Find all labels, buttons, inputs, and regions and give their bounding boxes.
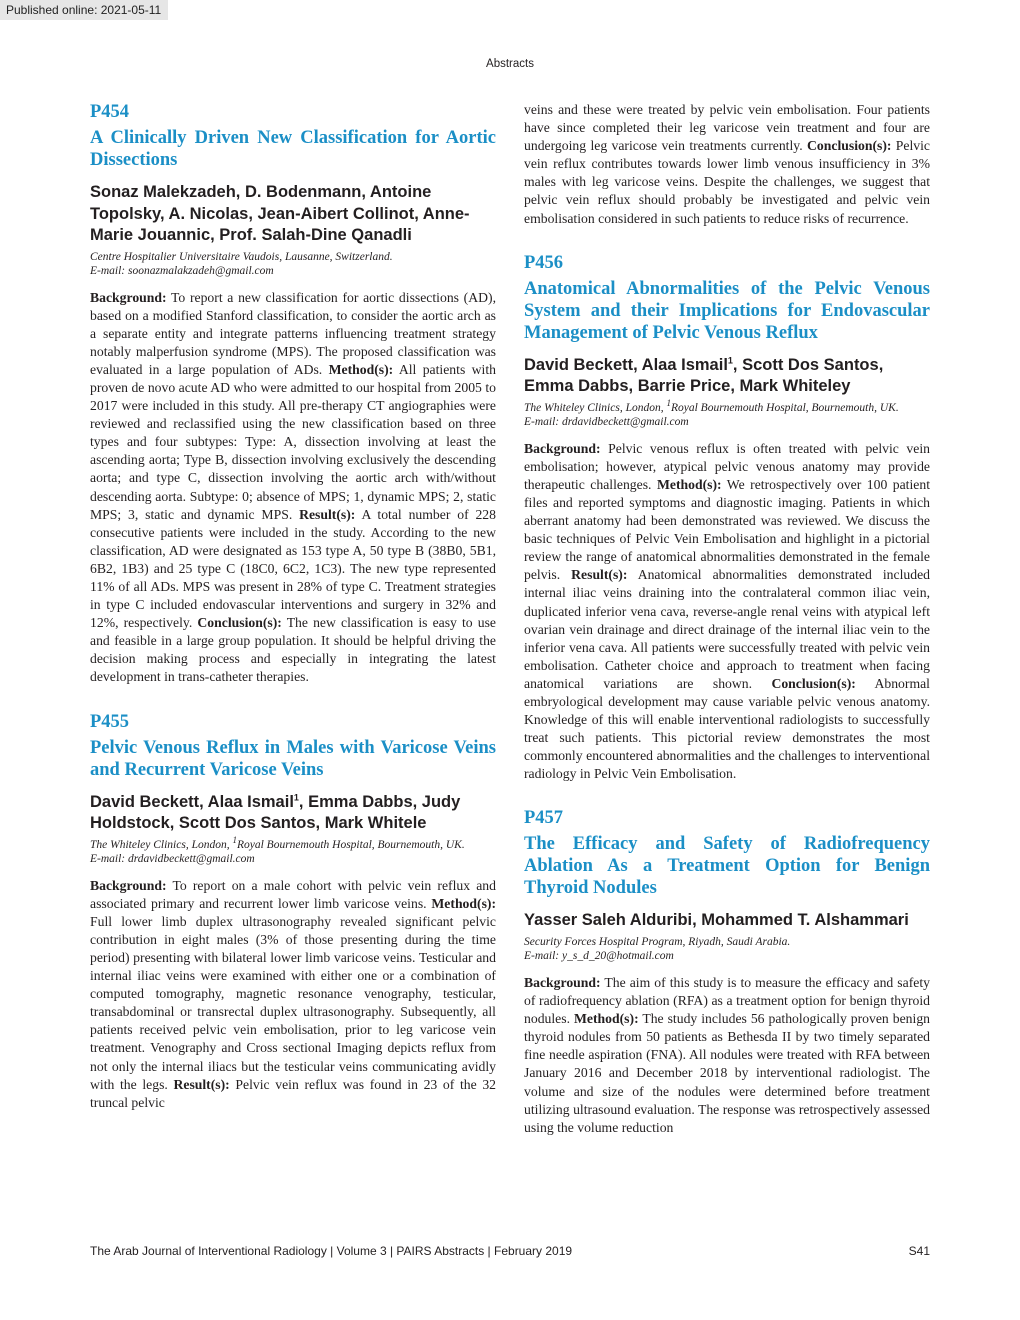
background-label: Background: xyxy=(524,974,601,990)
published-date-banner: Published online: 2021-05-11 xyxy=(0,0,168,20)
author-list: Sonaz Malekzadeh, D. Bodenmann, Antoine Topolsky, A. Nicolas, Jean-Aibert Collinot, Anne-Marie Jouannic, Prof. Salah-Dine Qanadli xyxy=(90,183,470,244)
abstract-title: A Clinically Driven New Classification for Aortic Dissections xyxy=(90,128,496,170)
results-label: Result(s): xyxy=(571,567,628,583)
abstract-p457 xyxy=(524,807,930,1136)
conclusion-text: Abnormal embryological development may cause variable pelvic venous anatomy. Knowledge of this will enable interventional radiologists to successfully treat such patients. This pictorial review demonstrates the most commonly encountered abnormalities and the challenges to interventional radiology in Pelvic Vein Embolisation. xyxy=(524,675,930,782)
abstract-id: P456 xyxy=(524,252,564,273)
running-head: Abstracts xyxy=(486,58,534,70)
background-text: To report a new classification for aortic dissections (AD), based on a modified Stanford classification, to consider the aortic arch as a separate entity and integrate patterns influencing treatment strategy notably malperfusion syndrome (MPS). The proposed classification was evaluated in a large population of ADs. xyxy=(90,289,496,377)
abstract-title: Anatomical Abnormalities of the Pelvic Venous System and their Implications for Endovascular Management of Pelvic Venous Reflux xyxy=(524,278,930,343)
continued-text: veins and these were treated by pelvic vein embolisation. Four patients have since completed their leg varicose vein treatment and four are undergoing leg varicose vein treatments currently. xyxy=(524,102,930,154)
background-label: Background: xyxy=(524,440,601,456)
abstract-id: P455 xyxy=(90,711,130,732)
author-list: David Beckett, Alaa Ismail$^1$, Emma Dabbs, Judy Holdstock, Scott Dos Santos, Mark Whitele xyxy=(90,792,461,833)
author-list: David Beckett, Alaa Ismail$^1$, Scott Dos Santos, Emma Dabbs, Barrie Price, Mark Whiteley xyxy=(524,355,884,396)
methods-label: Method(s): xyxy=(328,361,394,377)
affiliation: The Whiteley Clinics, London, $^1$Royal Bournemouth Hospital, Bournemouth, UK. xyxy=(524,397,899,414)
conclusion-label: Conclusion(s): xyxy=(771,675,856,691)
abstract-title: Pelvic Venous Reflux in Males with Varicose Veins and Recurrent Varicose Veins xyxy=(90,737,496,780)
affiliation: The Whiteley Clinics, London, $^1$Royal Bournemouth Hospital, Bournemouth, UK. xyxy=(90,834,465,851)
abstract-p455-continued xyxy=(524,101,930,228)
author-email: E-mail: soonazmalakzadeh@gmail.com xyxy=(90,265,274,277)
right-column xyxy=(524,101,930,1137)
abstract-body xyxy=(524,440,930,784)
conclusion-label: Conclusion(s): xyxy=(807,138,892,154)
methods-text: Full lower limb duplex ultrasonography revealed significant pelvic contribution in eight males (3% of those presenting during the time period) presenting with bilateral lower limb varicose veins. Testicular and internal iliac veins were examined with either one or a combination of computed tomography, magnetic resonance venography, testicular, transabdominal or transrectal duplex ultrasonography. Subsequently, all patients received pelvic vein embolisation, prior to leg varicose vein treatment. Venography and Cross sectional Imaging depicts reflux from not only the internal iliacs but the testicular veins communicating avidly with the legs. xyxy=(90,913,496,1092)
results-text: Anatomical abnormalities demonstrated included internal iliac veins draining into the contralateral common iliac vein, duplicated inferior vena cava, reverse-angle renal veins with atypical left ovarian vein drainage and direct drainage of the internal iliac vein to the inferior vena cava. All patients were successfully treated with pelvic vein embolisation. Catheter choice and approach to treatment when facing anatomical variations are shown. xyxy=(524,567,930,691)
author-email: E-mail: drdavidbeckett@gmail.com xyxy=(90,853,255,866)
page-footer xyxy=(90,1244,930,1258)
background-label: Background: xyxy=(90,877,167,893)
methods-label: Method(s): xyxy=(656,476,722,492)
conclusion-label: Conclusion(s): xyxy=(197,615,282,631)
conclusion-text: Pelvic vein reflux contributes towards lower limb venous insufficiency in 3% males with leg varicose veins. Despite the challenges, we suggest that pelvic vein reflux should probably be investigated and pelvic vein embolisation considered in such patients to reduce risks of recurrence. xyxy=(524,138,931,226)
affiliation: Centre Hospitalier Universitaire Vaudois, Lausanne, Switzerland. xyxy=(90,250,393,263)
author-email: E-mail: y_s_d_20@hotmail.com xyxy=(524,950,674,963)
abstract-id: P457 xyxy=(524,808,564,829)
left-column xyxy=(90,101,496,1112)
results-label: Result(s): xyxy=(173,1076,230,1092)
abstract-body-continued xyxy=(524,101,930,228)
abstract-title: The Efficacy and Safety of Radiofrequency Ablation As a Treatment Option for Benign Thyroid Nodules xyxy=(524,834,930,899)
methods-text: We retrospectively over 100 patient files and reported symptoms and diagnostic imaging. Patients in which aberrant anatomy had been demonstrated was reviewed. We discuss the basic techniques of Pelvic Vein Embolisation and highlight in a pictorial review the range of anatomical abnormalities demonstrated in the female pelvis. xyxy=(524,476,931,583)
affiliation: Security Forces Hospital Program, Riyadh, Saudi Arabia. xyxy=(524,935,791,948)
abstract-id: P454 xyxy=(90,102,130,122)
background-text: The aim of this study is to measure the efficacy and safety of radiofrequency ablation (RFA) as a treatment option for benign thyroid nodules. xyxy=(524,974,930,1027)
background-label: Background: xyxy=(90,289,167,305)
author-email: E-mail: drdavidbeckett@gmail.com xyxy=(524,416,689,429)
results-text: Pelvic vein reflux was found in 23 of the 32 truncal pelvic xyxy=(90,1076,497,1110)
abstract-body xyxy=(90,289,496,687)
author-list: Yasser Saleh Alduribi, Mohammed T. Alshammari xyxy=(524,911,909,930)
conclusion-text: The new classification is easy to use and feasible in a large group population. It should be helpful driving the decision making process and especially in integrating the latest development in trans-catheter therapies. xyxy=(90,615,496,685)
methods-label: Method(s): xyxy=(574,1011,639,1027)
abstract-body xyxy=(524,974,930,1137)
results-label: Result(s): xyxy=(299,506,356,522)
page-number: S41 xyxy=(908,1244,930,1258)
results-text: A total number of 228 consecutive patients were included in the study. According to the new classification, AD were designated as 153 type A, 50 type B (38B0, 5B1, 6B2, 1B3) and 25 type C (18C0, 6C2, 1C3). The new type represented 11% of all ADs. MPS was present in 28% of type C. Treatment strategies in type C included endovascular interventions and surgery in 32% and 12%, respectively. xyxy=(90,506,496,631)
methods-text: The study includes 56 pathologically proven benign thyroid nodules from 50 patients as Bethesda II by two timely separated fine needle aspiration (FNA). All nodules were treated with RFA between January 2016 and December 2018 by interventional radiologist. The volume and size of the nodules were determined before treatment utilizing ultrasound evaluation. The response was retrospectively assessed using the volume reduction xyxy=(524,1011,931,1135)
abstract-body xyxy=(90,877,496,1112)
background-text: Pelvic venous reflux is often treated with pelvic vein embolisation; however, atypical pelvic venous anatomy may provide therapeutic challenges. xyxy=(524,440,930,492)
background-text: To report on a male cohort with pelvic vein reflux and associated primary and recurrent lower limb varicose veins. xyxy=(90,877,496,911)
methods-label: Method(s): xyxy=(431,895,497,911)
journal-citation: The Arab Journal of Interventional Radiology | Volume 3 | PAIRS Abstracts | February 2019 xyxy=(90,1244,573,1258)
abstract-p454 xyxy=(90,101,496,687)
abstract-p456 xyxy=(524,252,930,784)
abstract-p455 xyxy=(90,711,496,1112)
methods-text: All patients with proven de novo acute AD who were admitted to our hospital from 2005 to 2017 were included in this study. All pre-therapy CT angiographies were reviewed and reclassified using the new classification based on three types and four subtypes: Type: A, dissection involving at least the ascending aorta; Type B, dissection involving exclusively the descending aorta; and type C, dissection involving the aortic arch with/without descending aorta. Subtype: 0; absence of MPS; 1, dynamic MPS; 2, static MPS; 3, static and dynamic MPS. xyxy=(90,361,496,522)
